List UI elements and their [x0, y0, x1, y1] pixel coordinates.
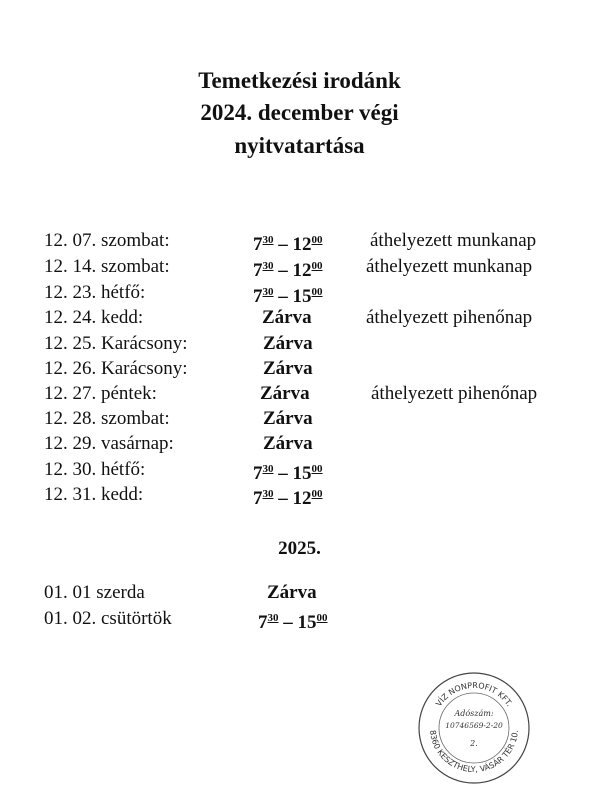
row-closed: Zárva — [260, 383, 310, 404]
stamp-line-3: 2. — [470, 739, 478, 748]
row-hours: $7^{30} - 12^{00}$ — [253, 234, 323, 255]
row-date: 12. 23. hétfő: — [44, 282, 146, 303]
row-date: 12. 30. hétfő: — [44, 459, 146, 480]
row-date: 12. 07. szombat: — [44, 230, 170, 251]
row-date: 12. 27. péntek: — [44, 383, 157, 404]
row-hours: $7^{30} - 15^{00}$ — [253, 463, 323, 484]
schedule-row — [0, 606, 599, 631]
row-date: 01. 01 szerda — [44, 582, 145, 603]
row-note: áthelyezett pihenőnap — [366, 307, 533, 328]
row-date: 12. 14. szombat: — [44, 256, 170, 277]
row-closed: Zárva — [263, 358, 313, 379]
row-date: 01. 02. csütörtök — [44, 608, 172, 629]
schedule-row — [0, 482, 599, 507]
schedule-row — [0, 431, 599, 456]
row-note: áthelyezett munkanap — [370, 230, 537, 251]
row-hours: $7^{30} - 12^{00}$ — [253, 488, 323, 509]
row-date: 12. 24. kedd: — [44, 307, 144, 328]
schedule-row — [0, 381, 599, 406]
row-date: 12. 29. vasárnap: — [44, 433, 174, 454]
row-hours: $7^{30} - 15^{00}$ — [253, 286, 323, 307]
schedule-row — [0, 406, 599, 431]
stamp-line-2: 10746569-2-20 — [445, 721, 503, 730]
row-closed: Zárva — [263, 408, 313, 429]
schedule-row — [0, 305, 599, 330]
title-line-1: Temetkezési irodánk — [198, 68, 401, 93]
title-line-3: nyitvatartása — [234, 133, 365, 158]
row-date: 12. 28. szombat: — [44, 408, 170, 429]
schedule-row — [0, 228, 599, 253]
stamp-top-text: VÍZ NONPROFIT KFT. — [434, 680, 514, 709]
schedule-row — [0, 356, 599, 381]
row-closed: Zárva — [262, 307, 312, 328]
row-date: 12. 26. Karácsony: — [44, 358, 188, 379]
schedule-row — [0, 280, 599, 305]
row-closed: Zárva — [263, 333, 313, 354]
schedule-row — [0, 457, 599, 482]
stamp-line-1: Adószám: — [454, 709, 494, 718]
schedule-row — [0, 331, 599, 356]
company-stamp — [416, 670, 532, 786]
schedule-row — [0, 580, 599, 605]
row-note: áthelyezett pihenőnap — [371, 383, 538, 404]
row-closed: Zárva — [267, 582, 317, 603]
row-date: 12. 25. Karácsony: — [44, 333, 188, 354]
row-closed: Zárva — [263, 433, 313, 454]
schedule-row — [0, 254, 599, 279]
row-date: 12. 31. kedd: — [44, 484, 144, 505]
year-heading: 2025. — [278, 538, 321, 559]
row-hours: $7^{30} - 12^{00}$ — [253, 260, 323, 281]
title-line-2: 2024. december végi — [200, 100, 399, 125]
row-hours: $7^{30} - 15^{00}$ — [258, 612, 328, 633]
row-note: áthelyezett munkanap — [366, 256, 533, 277]
stamp-bottom-text: 8360 KESZTHELY, VÁSÁR TÉR 10. — [428, 729, 520, 775]
